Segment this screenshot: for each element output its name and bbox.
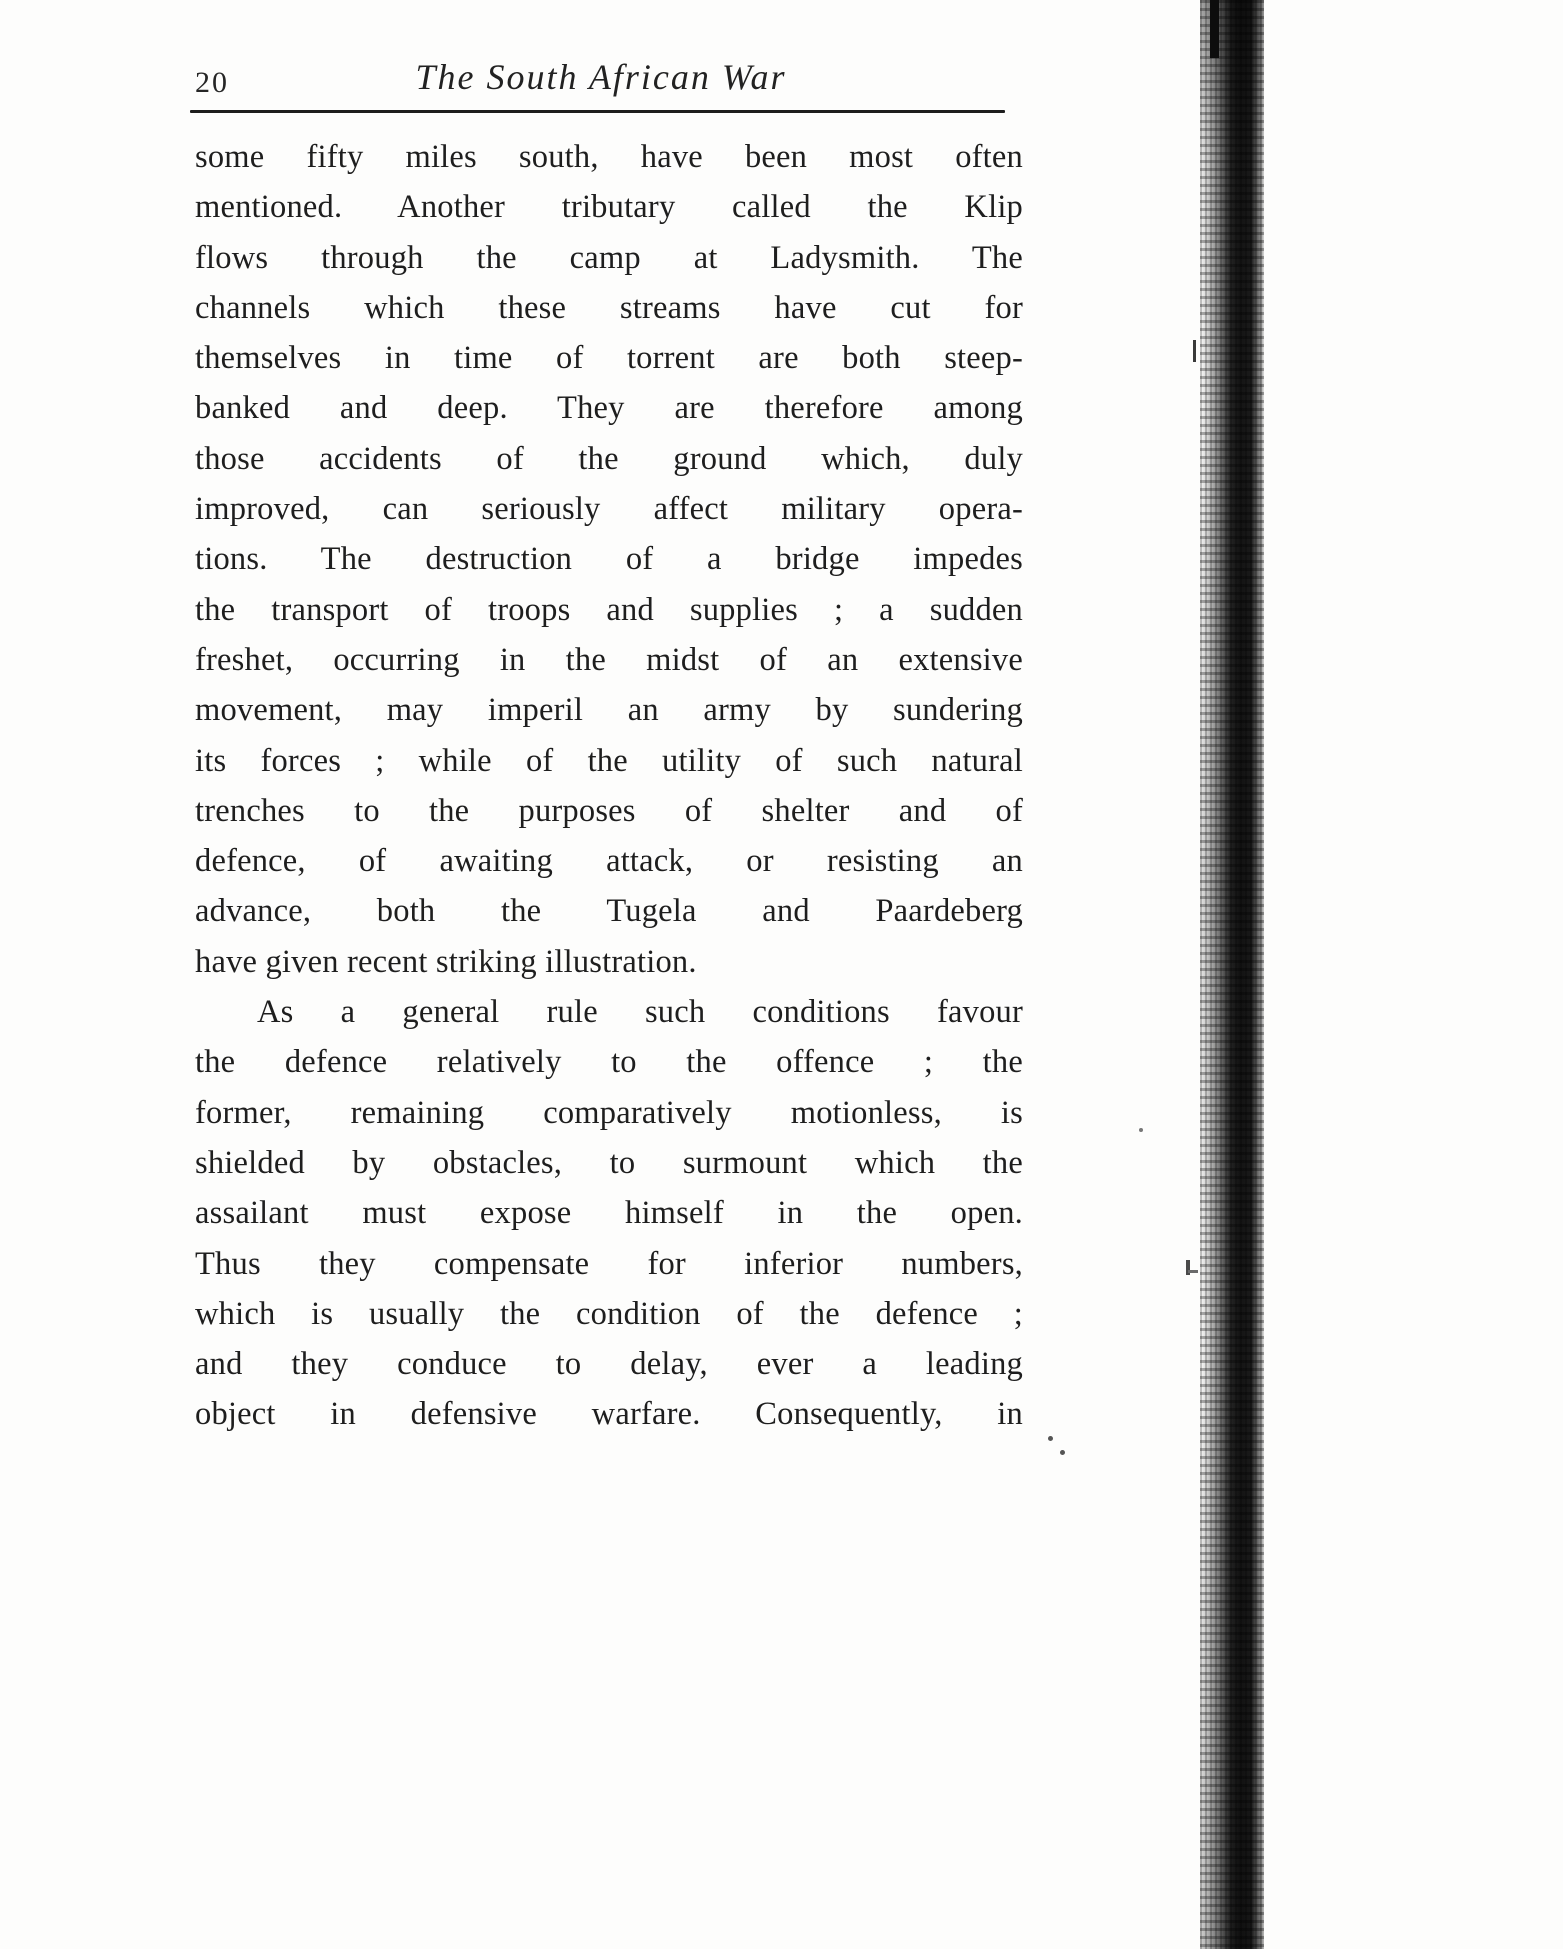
text-line: have given recent striking illustration.	[195, 943, 697, 980]
text-line: freshet, occurring in the midst of an extensive	[195, 641, 1023, 678]
page-number: 20	[195, 66, 229, 99]
scan-edge-top-stub	[1210, 0, 1219, 58]
text-line: shielded by obstacles, to surmount which the	[195, 1144, 1023, 1181]
text-line: As a general rule such conditions favour	[257, 994, 1023, 1031]
text-line: banked and deep. They are therefore among	[195, 390, 1023, 427]
scan-artifact	[1193, 340, 1196, 362]
text-line: Thus they compensate for inferior numbers,	[195, 1245, 1023, 1282]
scan-edge-shade	[1200, 0, 1264, 1949]
text-line: trenches to the purposes of shelter and of	[195, 792, 1023, 829]
header-rule	[190, 110, 1005, 113]
text-line: improved, can seriously affect military opera-	[195, 491, 1023, 528]
text-line: its forces ; while of the utility of such natural	[195, 742, 1023, 779]
text-line: mentioned. Another tributary called the Klip	[195, 189, 1023, 226]
text-line: movement, may imperil an army by sundering	[195, 692, 1023, 729]
scan-artifact	[1188, 1270, 1198, 1273]
running-title: The South African War	[415, 57, 787, 97]
scan-artifact	[1060, 1450, 1065, 1455]
text-line: assailant must expose himself in the open.	[195, 1195, 1023, 1232]
text-line: tions. The destruction of a bridge impedes	[195, 541, 1023, 578]
scan-artifact	[1139, 1128, 1143, 1132]
text-body	[195, 132, 1023, 1440]
text-line: which is usually the condition of the defence ;	[195, 1295, 1023, 1332]
page-header	[195, 56, 1007, 108]
text-line: object in defensive warfare. Consequently, in	[195, 1396, 1023, 1433]
text-line: those accidents of the ground which, duly	[195, 440, 1023, 477]
text-line: some fifty miles south, have been most often	[195, 139, 1023, 175]
text-line: and they conduce to delay, ever a leading	[195, 1346, 1023, 1383]
text-line: defence, of awaiting attack, or resisting an	[195, 843, 1023, 880]
text-line: the defence relatively to the offence ; the	[195, 1044, 1023, 1081]
scan-artifact	[1048, 1436, 1053, 1441]
text-line: flows through the camp at Ladysmith. The	[195, 239, 1023, 276]
text-line: former, remaining comparatively motionless, is	[195, 1094, 1023, 1131]
text-line: advance, both the Tugela and Paardeberg	[195, 893, 1023, 930]
text-line: themselves in time of torrent are both steep-	[195, 340, 1023, 377]
text-line: the transport of troops and supplies ; a sudden	[195, 591, 1023, 628]
text-line: channels which these streams have cut for	[195, 289, 1023, 326]
